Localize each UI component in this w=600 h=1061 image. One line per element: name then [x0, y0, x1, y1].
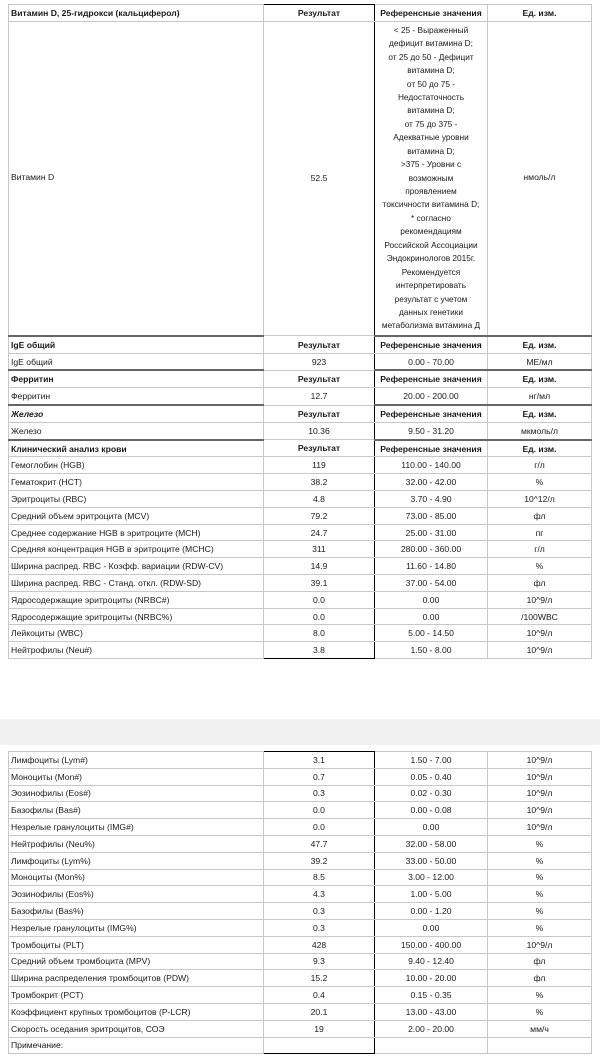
result-value: 8.5	[264, 869, 375, 886]
unit: 10^9/л	[488, 802, 592, 819]
ige-header-row	[9, 336, 592, 353]
table-row	[9, 802, 592, 819]
result-column-header: Результат	[264, 336, 375, 353]
result-value: 52.5	[264, 21, 375, 336]
unit: г/л	[488, 457, 592, 474]
test-name: Ферритин	[9, 388, 264, 405]
result-value: 4.8	[264, 491, 375, 508]
result-value: 923	[264, 353, 375, 370]
test-name: Базофилы (Bas%)	[9, 903, 264, 920]
test-name: Базофилы (Bas#)	[9, 802, 264, 819]
unit: %	[488, 474, 592, 491]
unit: фл	[488, 970, 592, 987]
reference-range: 280.00 - 360.00	[375, 541, 488, 558]
reference-range: 150.00 - 400.00	[375, 936, 488, 953]
table-row	[9, 752, 592, 769]
reference-range: 1.50 - 7.00	[375, 752, 488, 769]
unit: 10^9/л	[488, 819, 592, 836]
test-name: Ядросодержащие эритроциты (NRBC%)	[9, 608, 264, 625]
result-value: 3.1	[264, 752, 375, 769]
results-table-page-1	[8, 4, 592, 659]
unit: 10^9/л	[488, 642, 592, 659]
results-table-page-2	[8, 751, 592, 1054]
unit: %	[488, 852, 592, 869]
table-row	[9, 936, 592, 953]
result-value: 0.0	[264, 591, 375, 608]
unit: %	[488, 886, 592, 903]
reference-range: 0.02 - 0.30	[375, 785, 488, 802]
table-row	[9, 819, 592, 836]
result-value: 39.2	[264, 852, 375, 869]
unit: 10^9/л	[488, 752, 592, 769]
result-value: 15.2	[264, 970, 375, 987]
page-break	[0, 719, 600, 745]
unit: нг/мл	[488, 388, 592, 405]
result-value: 0.0	[264, 802, 375, 819]
iron-row	[9, 422, 592, 439]
result-column-header: Результат	[264, 5, 375, 22]
note-label: Примечание:	[9, 1037, 264, 1053]
test-name: Ширина распред. RBC - Коэфф. вариации (RDW-CV)	[9, 558, 264, 575]
unit: фл	[488, 953, 592, 970]
reference-column-header: Референсные значения	[375, 405, 488, 422]
table-row	[9, 903, 592, 920]
result-value: 428	[264, 936, 375, 953]
reference-range: < 25 - Выраженный дефицит витамина D; от 25 до 50 - Дефицит витамина D; от 50 до 75 - Недостаточность витамина D; от 75 до 375 - Адекватные уровни витамина D; >375 - Уровни с возможным проявлением токсичности витамина D; * согласно рекомендациям Российской Ассоциации Эндокринологов 2015г. Рекомендуется интерпретировать результат с учетом данных генетики метаболизма витамина Д	[375, 21, 488, 336]
unit: мкмоль/л	[488, 422, 592, 439]
unit: фл	[488, 507, 592, 524]
test-name: Нейтрофилы (Neu%)	[9, 835, 264, 852]
table-row	[9, 785, 592, 802]
reference-range: 32.00 - 42.00	[375, 474, 488, 491]
reference-range: 5.00 - 14.50	[375, 625, 488, 642]
result-value: 79.2	[264, 507, 375, 524]
table-row	[9, 507, 592, 524]
result-value: 10.36	[264, 422, 375, 439]
reference-range: 10.00 - 20.00	[375, 970, 488, 987]
test-name: Эритроциты (RBC)	[9, 491, 264, 508]
test-name: Скорость оседания эритроцитов, СОЭ	[9, 1020, 264, 1037]
unit: фл	[488, 575, 592, 592]
unit: пг	[488, 524, 592, 541]
section-title: Железо	[9, 405, 264, 422]
iron-header-row	[9, 405, 592, 422]
test-name: Тромбоциты (PLT)	[9, 936, 264, 953]
result-value: 12.7	[264, 388, 375, 405]
reference-range: 73.00 - 85.00	[375, 507, 488, 524]
reference-range: 3.70 - 4.90	[375, 491, 488, 508]
table-row	[9, 886, 592, 903]
result-value: 0.4	[264, 987, 375, 1004]
test-name: IgE общий	[9, 353, 264, 370]
result-value: 311	[264, 541, 375, 558]
reference-range: 0.00 - 0.08	[375, 802, 488, 819]
test-name: Незрелые гранулоциты (IMG%)	[9, 919, 264, 936]
result-value: 3.8	[264, 642, 375, 659]
section-title: Витамин D, 25-гидрокси (кальциферол)	[9, 5, 264, 22]
unit: 10^9/л	[488, 936, 592, 953]
unit: %	[488, 869, 592, 886]
result-value: 119	[264, 457, 375, 474]
test-name: Лимфоциты (Lym#)	[9, 752, 264, 769]
unit-column-header: Ед. изм.	[488, 405, 592, 422]
note-empty	[375, 1037, 488, 1053]
unit: нмоль/л	[488, 21, 592, 336]
table-row	[9, 835, 592, 852]
table-row	[9, 1020, 592, 1037]
reference-range: 20.00 - 200.00	[375, 388, 488, 405]
reference-range: 110.00 - 140.00	[375, 457, 488, 474]
note-value	[264, 1037, 375, 1053]
table-row	[9, 558, 592, 575]
result-value: 19	[264, 1020, 375, 1037]
section-title: IgE общий	[9, 336, 264, 353]
test-name: Эозинофилы (Eos%)	[9, 886, 264, 903]
section-title: Клинический анализ крови	[9, 440, 264, 457]
unit: 10^12/л	[488, 491, 592, 508]
unit: /100WBC	[488, 608, 592, 625]
test-name: Лимфоциты (Lym%)	[9, 852, 264, 869]
test-name: Витамин D	[9, 21, 264, 336]
result-column-header: Результат	[264, 370, 375, 387]
table-row	[9, 491, 592, 508]
table-row	[9, 919, 592, 936]
table-row	[9, 474, 592, 491]
table-row	[9, 869, 592, 886]
table-row	[9, 625, 592, 642]
reference-range: 0.00 - 1.20	[375, 903, 488, 920]
reference-range: 9.40 - 12.40	[375, 953, 488, 970]
note-empty	[488, 1037, 592, 1053]
table-row	[9, 642, 592, 659]
test-name: Средний объем тромбоцита (MPV)	[9, 953, 264, 970]
test-name: Моноциты (Mon%)	[9, 869, 264, 886]
unit: мм/ч	[488, 1020, 592, 1037]
reference-column-header: Референсные значения	[375, 370, 488, 387]
test-name: Тромбокрит (PCT)	[9, 987, 264, 1004]
unit: %	[488, 919, 592, 936]
table-row	[9, 768, 592, 785]
reference-range: 0.00	[375, 591, 488, 608]
table-row	[9, 524, 592, 541]
report-page-1	[8, 4, 591, 659]
reference-column-header: Референсные значения	[375, 336, 488, 353]
result-value: 4.3	[264, 886, 375, 903]
unit-column-header: Ед. изм.	[488, 5, 592, 22]
report-page-2	[8, 751, 591, 1054]
table-row	[9, 608, 592, 625]
test-name: Средняя концентрация HGB в эритроците (MCHC)	[9, 541, 264, 558]
reference-range: 37.00 - 54.00	[375, 575, 488, 592]
result-value: 0.0	[264, 608, 375, 625]
table-row	[9, 970, 592, 987]
result-value: 9.3	[264, 953, 375, 970]
test-name: Лейкоциты (WBC)	[9, 625, 264, 642]
unit: %	[488, 987, 592, 1004]
result-value: 0.7	[264, 768, 375, 785]
reference-range: 9.50 - 31.20	[375, 422, 488, 439]
unit: 10^9/л	[488, 591, 592, 608]
result-value: 0.0	[264, 819, 375, 836]
unit: МЕ/мл	[488, 353, 592, 370]
test-name: Среднее содержание HGB в эритроците (MCH)	[9, 524, 264, 541]
unit: %	[488, 1003, 592, 1020]
reference-column-header: Референсные значения	[375, 5, 488, 22]
reference-range: 11.60 - 14.80	[375, 558, 488, 575]
test-name: Гематокрит (HCT)	[9, 474, 264, 491]
unit-column-header: Ед. изм.	[488, 336, 592, 353]
unit: г/л	[488, 541, 592, 558]
result-value: 0.3	[264, 919, 375, 936]
test-name: Средний объем эритроцита (MCV)	[9, 507, 264, 524]
reference-range: 0.15 - 0.35	[375, 987, 488, 1004]
result-value: 39.1	[264, 575, 375, 592]
result-value: 14.9	[264, 558, 375, 575]
reference-range: 0.05 - 0.40	[375, 768, 488, 785]
table-row	[9, 575, 592, 592]
table-row	[9, 457, 592, 474]
table-row	[9, 852, 592, 869]
result-value: 0.3	[264, 785, 375, 802]
unit-column-header: Ед. изм.	[488, 440, 592, 457]
test-name: Коэффициент крупных тромбоцитов (P-LCR)	[9, 1003, 264, 1020]
reference-range: 32.00 - 58.00	[375, 835, 488, 852]
result-value: 24.7	[264, 524, 375, 541]
table-row	[9, 541, 592, 558]
reference-range: 0.00	[375, 819, 488, 836]
reference-range: 0.00 - 70.00	[375, 353, 488, 370]
table-row	[9, 1003, 592, 1020]
unit: %	[488, 558, 592, 575]
test-name: Незрелые гранулоциты (IMG#)	[9, 819, 264, 836]
test-name: Железо	[9, 422, 264, 439]
unit: 10^9/л	[488, 785, 592, 802]
reference-range: 13.00 - 43.00	[375, 1003, 488, 1020]
test-name: Моноциты (Mon#)	[9, 768, 264, 785]
reference-column-header: Референсные значения	[375, 440, 488, 457]
reference-range: 0.00	[375, 608, 488, 625]
vitamin-d-row	[9, 21, 592, 336]
reference-range: 2.00 - 20.00	[375, 1020, 488, 1037]
note-row	[9, 1037, 592, 1053]
table-row	[9, 953, 592, 970]
test-name: Гемоглобин (HGB)	[9, 457, 264, 474]
unit: 10^9/л	[488, 625, 592, 642]
ferritin-row	[9, 388, 592, 405]
test-name: Эозинофилы (Eos#)	[9, 785, 264, 802]
test-name: Ширина распред. RBC - Станд. откл. (RDW-SD)	[9, 575, 264, 592]
reference-range: 25.00 - 31.00	[375, 524, 488, 541]
test-name: Ядросодержащие эритроциты (NRBC#)	[9, 591, 264, 608]
result-column-header: Результат	[264, 405, 375, 422]
result-column-header: Результат	[264, 440, 375, 457]
reference-range: 33.00 - 50.00	[375, 852, 488, 869]
reference-range: 3.00 - 12.00	[375, 869, 488, 886]
ige-row	[9, 353, 592, 370]
reference-range: 0.00	[375, 919, 488, 936]
result-value: 0.3	[264, 903, 375, 920]
table-row	[9, 591, 592, 608]
unit: %	[488, 835, 592, 852]
ferritin-header-row	[9, 370, 592, 387]
test-name: Нейтрофилы (Neu#)	[9, 642, 264, 659]
unit: 10^9/л	[488, 768, 592, 785]
table-row	[9, 987, 592, 1004]
result-value: 47.7	[264, 835, 375, 852]
test-name: Ширина распределения тромбоцитов (PDW)	[9, 970, 264, 987]
reference-range: 1.00 - 5.00	[375, 886, 488, 903]
unit-column-header: Ед. изм.	[488, 370, 592, 387]
reference-range: 1.50 - 8.00	[375, 642, 488, 659]
result-value: 8.0	[264, 625, 375, 642]
section-title: Ферритин	[9, 370, 264, 387]
vitamin-d-header-row	[9, 5, 592, 22]
result-value: 38.2	[264, 474, 375, 491]
result-value: 20.1	[264, 1003, 375, 1020]
cbc-header-row	[9, 440, 592, 457]
unit: %	[488, 903, 592, 920]
